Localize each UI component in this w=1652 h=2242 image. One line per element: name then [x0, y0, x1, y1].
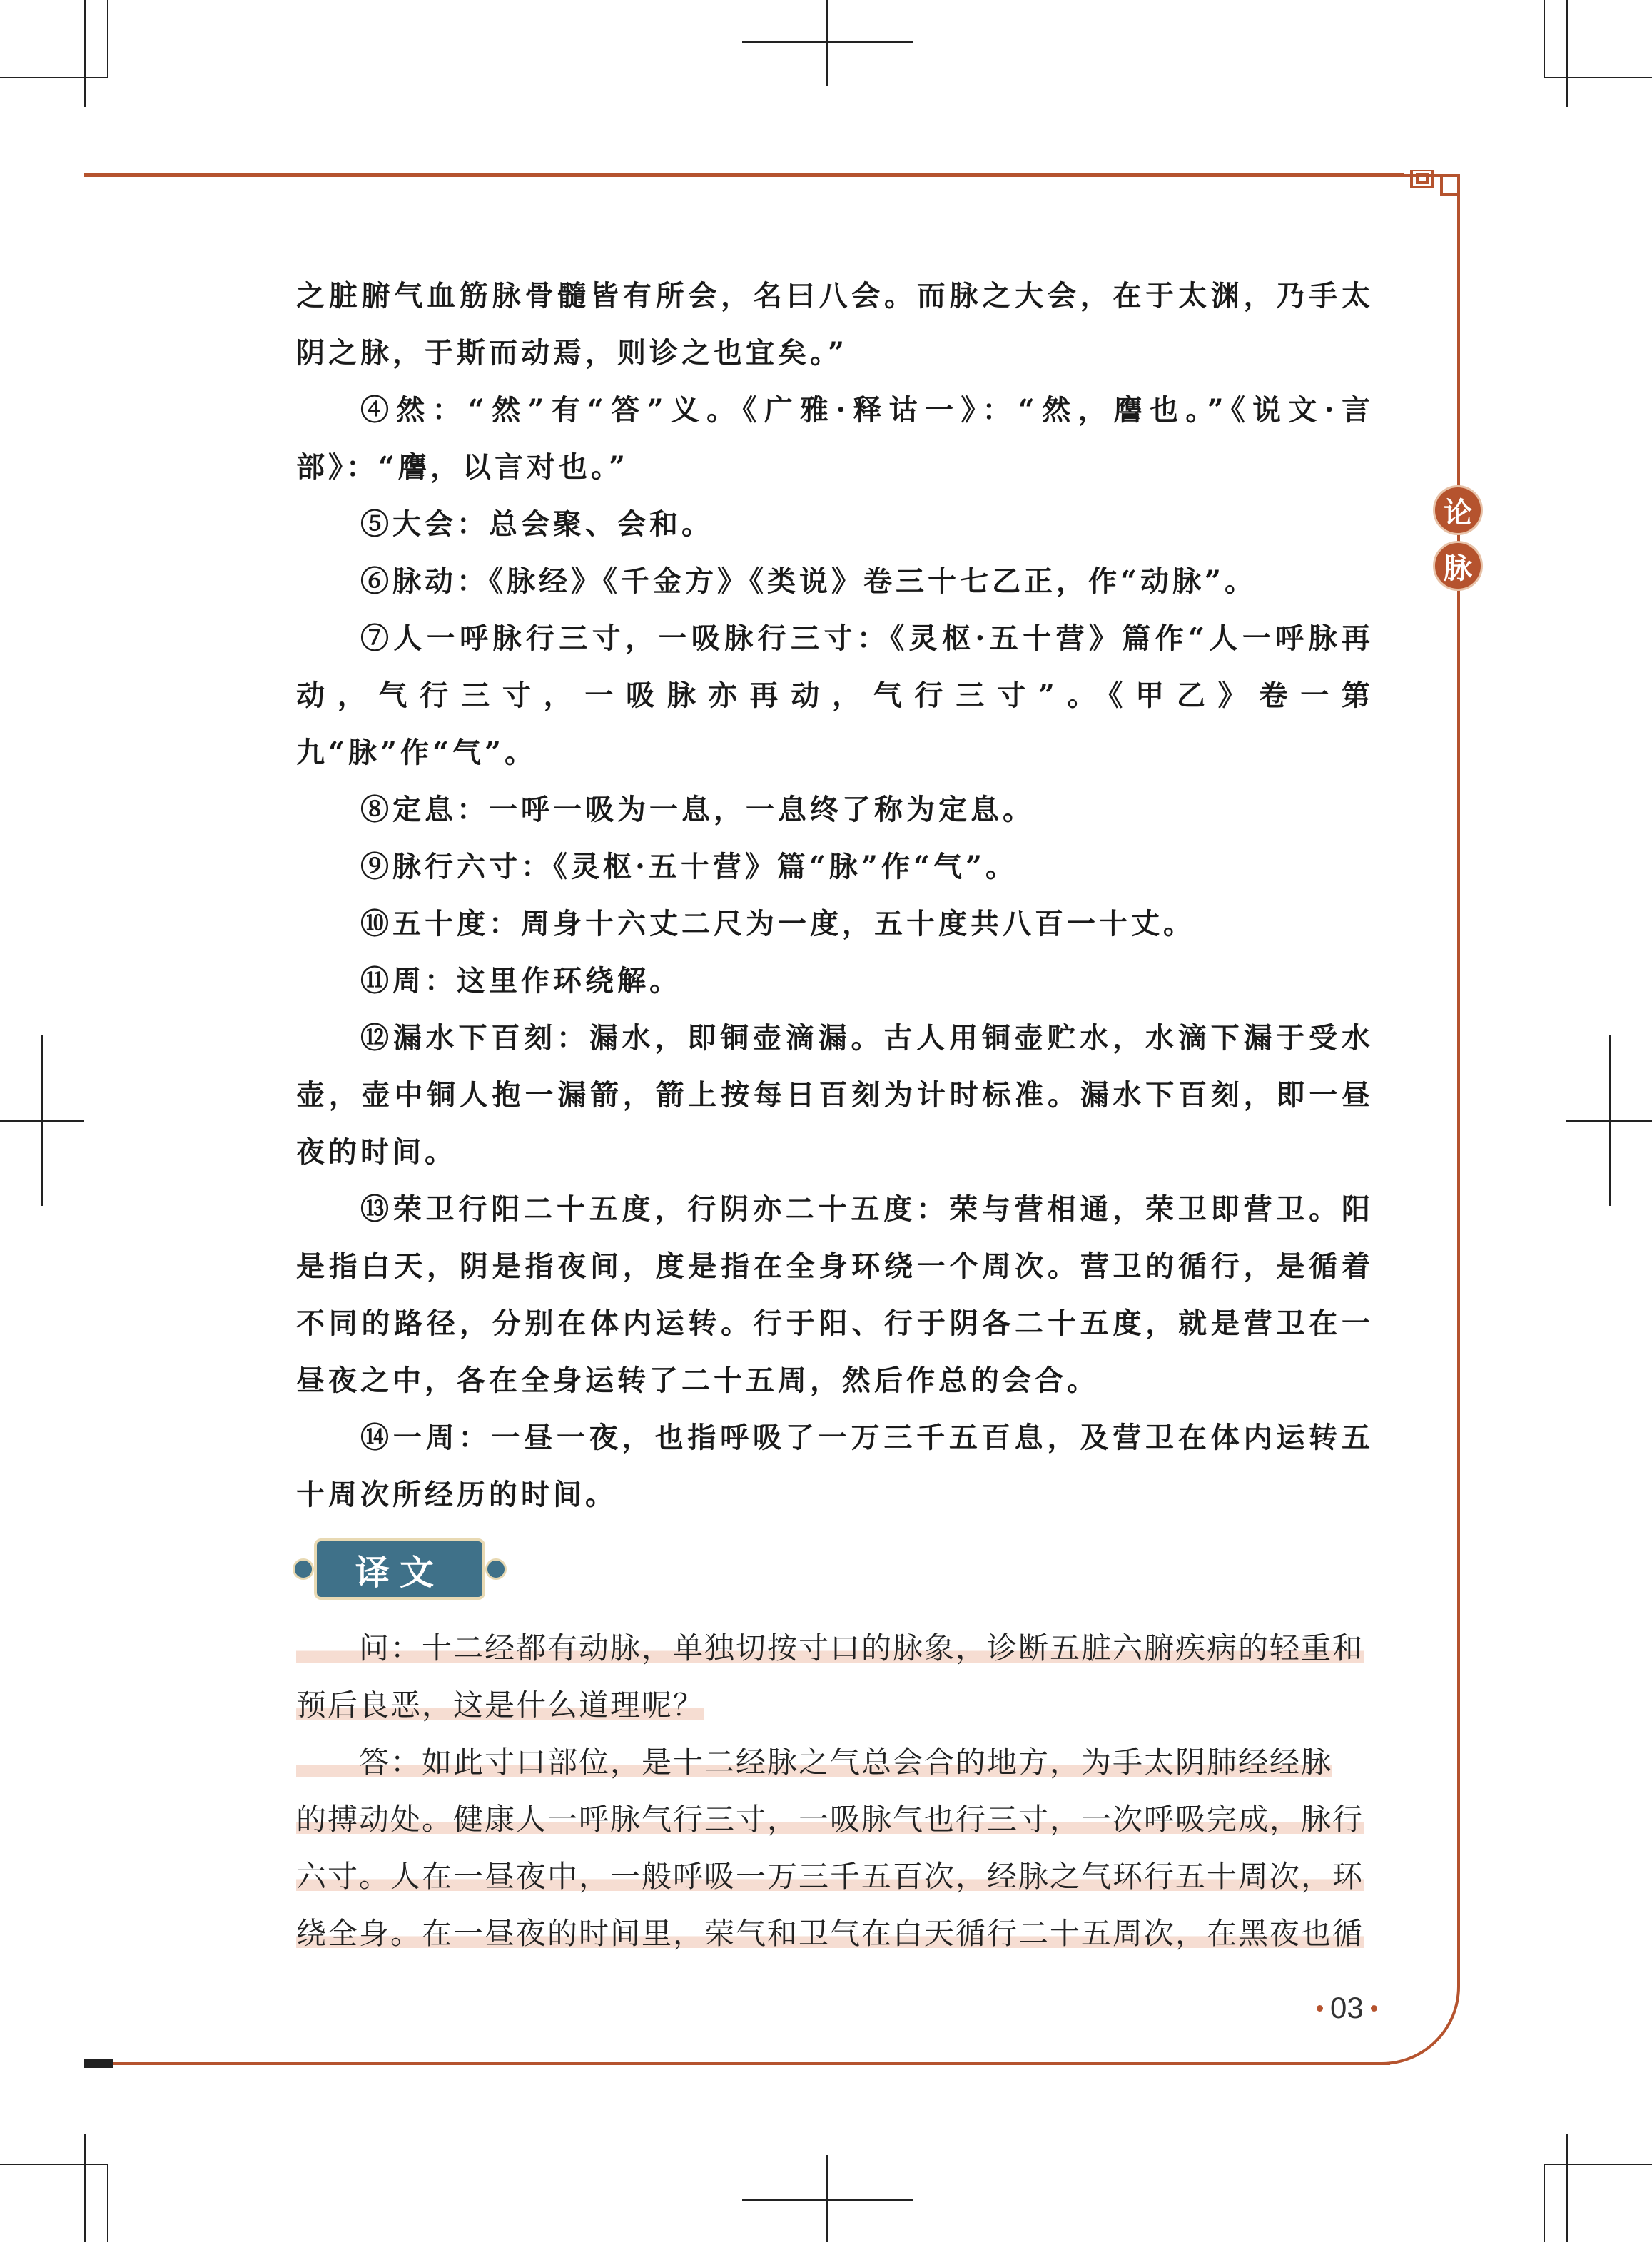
translation-section — [296, 1620, 1374, 1962]
note-paragraph: ⑦人一呼脉行三寸，一吸脉行三寸：《灵枢·五十营》篇作“人一呼脉再动，气行三寸，一吸脉亦再动，气行三寸”。《甲乙》卷一第九“脉”作“气”。 — [296, 622, 1374, 769]
note-paragraph: ⑤大会：总会聚、会和。 — [360, 507, 714, 541]
note-paragraph: ⑬荣卫行阳二十五度，行阴亦二十五度：荣与营相通，荣卫即营卫。阳是指白天，阴是指夜间，度是指在全身环绕一个周次。营卫的循行，是循着不同的路径，分别在体内运转。行于阳、行于阴各二十五度，就是营卫在一昼夜之中，各在全身运转了二十五周，然后作总的会合。 — [296, 1192, 1374, 1397]
badge-right-dot — [485, 1558, 507, 1580]
translation-line: 绕全身。在一昼夜的时间里，荣气和卫气在白天循行二十五周次，在黑夜也循 — [296, 1916, 1364, 1951]
note-paragraph: 之脏腑气血筋脉骨髓皆有所会，名曰八会。而脉之大会，在于太渊，乃手太阴之脉，于斯而动焉，则诊之也宜矣。” — [296, 279, 1374, 370]
frame-corner-curve — [1370, 1969, 1460, 2065]
note-paragraph: ⑧定息：一呼一吸为一息，一息终了称为定息。 — [360, 793, 1035, 826]
note-paragraph: ⑫漏水下百刻：漏水，即铜壶滴漏。古人用铜壶贮水，水滴下漏于受水壶，壶中铜人抱一漏箭，箭上按每日百刻为计时标准。漏水下百刻，即一昼夜的时间。 — [296, 1021, 1374, 1169]
frame-right-line — [1457, 214, 1460, 1977]
chapter-side-tab — [1426, 485, 1490, 607]
side-tab-char: 论 — [1433, 485, 1483, 535]
note-paragraph: ⑨脉行六寸：《灵枢·五十营》篇“脉”作“气”。 — [360, 850, 1018, 883]
translation-line: 答：如此寸口部位，是十二经脉之气总会合的地方，为手太阴肺经经脉 — [296, 1745, 1333, 1780]
note-paragraph: ④然：“然”有“答”义。《广雅·释诂一》：“然，譍也。”《说文·言部》：“譍，以言对也。” — [296, 393, 1374, 484]
section-title: 译文 — [314, 1538, 485, 1600]
frame-top-line — [84, 173, 1404, 177]
translation-line: 预后良恶，这是什么道理呢？ — [296, 1688, 705, 1723]
page-number-text: 03 — [1330, 1991, 1364, 2024]
section-badge — [293, 1534, 507, 1606]
note-paragraph: ⑥脉动：《脉经》《千金方》《类说》卷三十七乙正，作“动脉”。 — [360, 564, 1257, 598]
notes-section — [296, 268, 1374, 1523]
note-paragraph: ⑭一周：一昼一夜，也指呼吸了一万三千五百息，及营卫在体内运转五十周次所经历的时间。 — [296, 1421, 1374, 1511]
translation-line: 问：十二经都有动脉，单独切按寸口的脉象，诊断五脏六腑疾病的轻重和 — [296, 1630, 1364, 1665]
note-paragraph: ⑩五十度：周身十六丈二尺为一度，五十度共八百一十丈。 — [360, 907, 1195, 940]
note-paragraph: ⑪周：这里作环绕解。 — [360, 964, 681, 998]
side-tab-char: 脉 — [1433, 541, 1483, 591]
translation-line: 六寸。人在一昼夜中，一般呼吸一万三千五百次，经脉之气环行五十周次，环 — [296, 1859, 1364, 1894]
badge-left-dot — [293, 1558, 314, 1580]
frame-bottom-tick — [84, 2059, 113, 2068]
corner-ornament-icon — [1397, 170, 1461, 220]
frame-bottom-line — [84, 2062, 1390, 2065]
page-number-dot — [1371, 2005, 1377, 2012]
page-number — [1317, 1991, 1377, 2025]
page-number-dot — [1317, 2005, 1323, 2012]
translation-line: 的搏动处。健康人一呼脉气行三寸，一吸脉气也行三寸，一次呼吸完成，脉行 — [296, 1802, 1364, 1837]
